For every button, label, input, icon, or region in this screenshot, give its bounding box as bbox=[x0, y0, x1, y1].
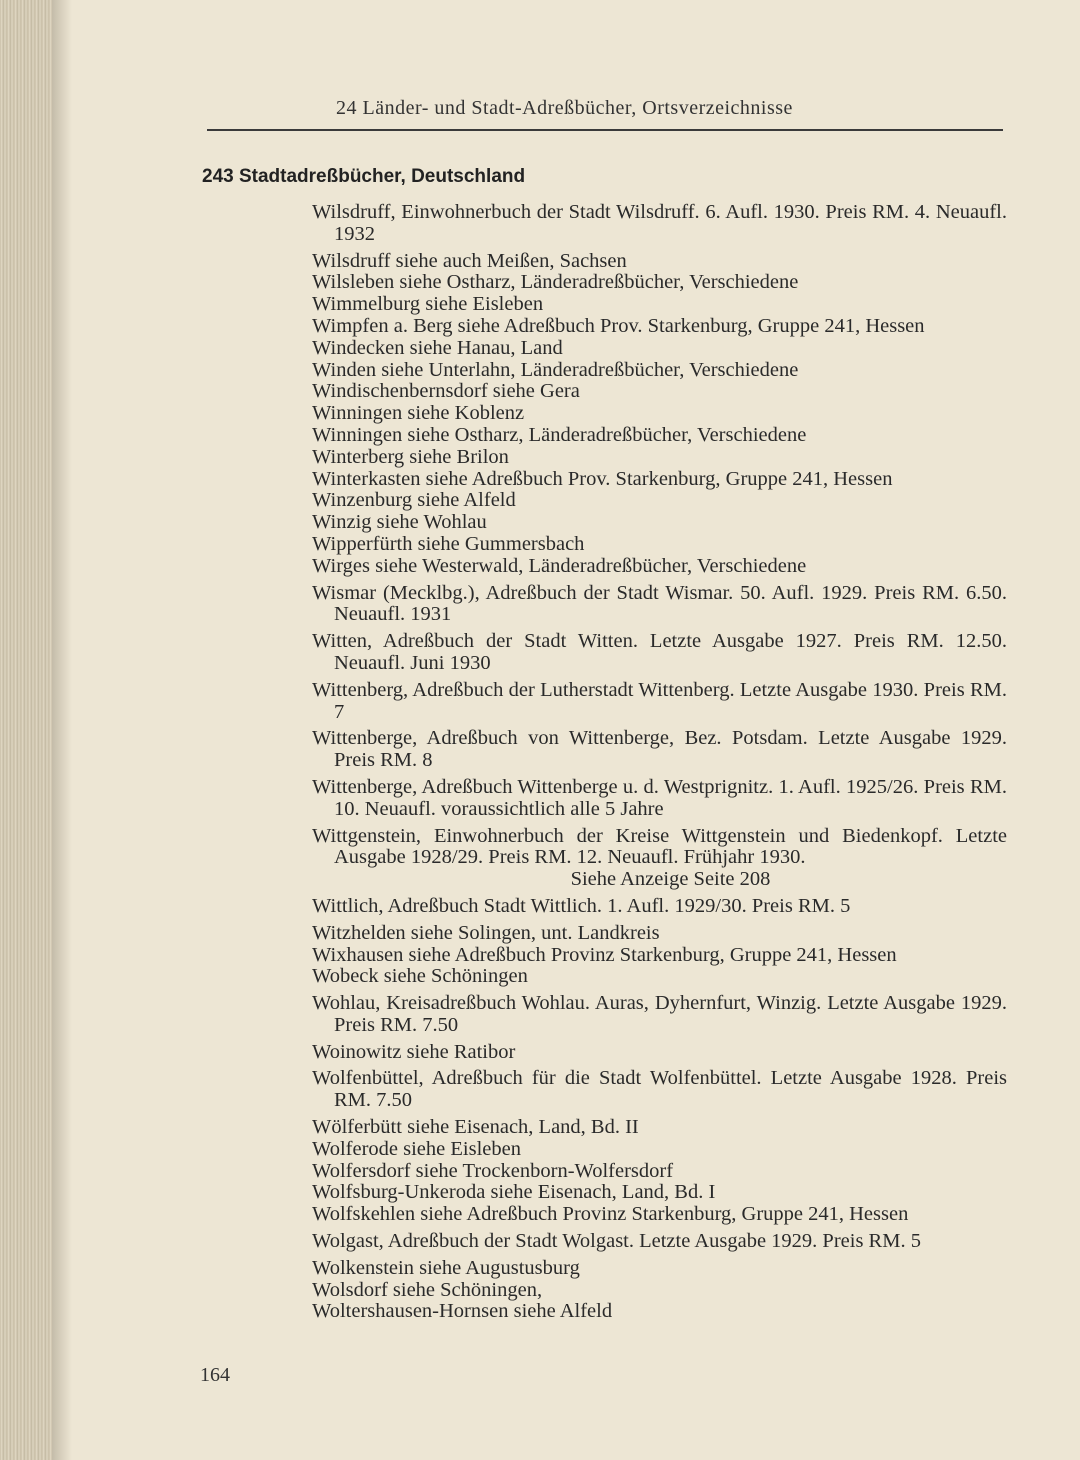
directory-entry bbox=[312, 826, 1007, 891]
directory-entry bbox=[312, 966, 1007, 988]
directory-entry bbox=[312, 316, 1007, 338]
entry-text: Wolfersdorf siehe Trockenborn-Wolfersdorf bbox=[312, 1159, 674, 1182]
entry-text: Wilsleben siehe Ostharz, Länderadreßbücher, Verschiedene bbox=[312, 271, 799, 294]
directory-entry bbox=[312, 777, 1007, 821]
directory-entry bbox=[312, 1231, 1007, 1253]
entry-text: Wipperfürth siehe Gummersbach bbox=[312, 532, 585, 555]
entry-text: Wimmelburg siehe Eisleben bbox=[312, 293, 544, 316]
directory-entry bbox=[312, 360, 1007, 382]
running-head: 24 Länder- und Stadt-Adreßbücher, Ortsverzeichnisse bbox=[336, 97, 793, 119]
directory-entry bbox=[312, 993, 1007, 1037]
header-rule bbox=[207, 129, 1003, 131]
directory-entry bbox=[312, 272, 1007, 294]
entry-text: Winningen siehe Koblenz bbox=[312, 402, 525, 425]
entry-text: Wirges siehe Westerwald, Länderadreßbücher, Verschiedene bbox=[312, 554, 807, 577]
directory-entry bbox=[312, 896, 1007, 918]
entry-text: Wilsdruff siehe auch Meißen, Sachsen bbox=[312, 249, 627, 272]
directory-entry bbox=[312, 923, 1007, 945]
directory-entry bbox=[312, 381, 1007, 403]
directory-entry bbox=[312, 403, 1007, 425]
entry-note: Siehe Anzeige Seite 208 bbox=[570, 868, 771, 891]
directory-entry bbox=[312, 1258, 1007, 1280]
entry-text: Wolfskehlen siehe Adreßbuch Provinz Starkenburg, Gruppe 241, Hessen bbox=[312, 1203, 909, 1226]
directory-entry bbox=[312, 294, 1007, 316]
directory-entry bbox=[312, 1068, 1007, 1112]
gutter-shadow bbox=[52, 0, 72, 1460]
directory-entry bbox=[312, 1301, 1007, 1323]
entry-text: Wolgast, Adreßbuch der Stadt Wolgast. Letzte Ausgabe 1929. Preis RM. 5 bbox=[312, 1230, 921, 1253]
entry-list bbox=[312, 202, 1007, 1323]
entry-text: Woltershausen-Hornsen siehe Alfeld bbox=[312, 1300, 613, 1323]
directory-entry bbox=[312, 583, 1007, 627]
entry-text: Wohlau, Kreisadreßbuch Wohlau. Auras, Dyhernfurt, Winzig. Letzte Ausgabe 1929. Preis RM. 7.50 bbox=[312, 992, 1007, 1036]
entry-text: Wilsdruff, Einwohnerbuch der Stadt Wilsdruff. 6. Aufl. 1930. Preis RM. 4. Neuaufl. 1932 bbox=[312, 201, 1007, 245]
entry-text: Witzhelden siehe Solingen, unt. Landkreis bbox=[312, 921, 660, 944]
entry-text: Wittenberge, Adreßbuch von Wittenberge, Bez. Potsdam. Letzte Ausgabe 1929. Preis RM. 8 bbox=[312, 727, 1007, 772]
section-heading: 243 Stadtadreßbücher, Deutschland bbox=[202, 166, 526, 187]
directory-entry bbox=[312, 728, 1007, 772]
directory-entry bbox=[312, 1042, 1007, 1064]
directory-entry bbox=[312, 1182, 1007, 1204]
page-number: 164 bbox=[200, 1364, 230, 1386]
entry-text: Wittlich, Adreßbuch Stadt Wittlich. 1. Aufl. 1929/30. Preis RM. 5 bbox=[312, 894, 851, 917]
directory-entry bbox=[312, 1117, 1007, 1139]
directory-entry bbox=[312, 447, 1007, 469]
directory-entry bbox=[312, 469, 1007, 491]
directory-entry bbox=[312, 534, 1007, 556]
directory-entry bbox=[312, 490, 1007, 512]
entry-text: Winden siehe Unterlahn, Länderadreßbücher, Verschiedene bbox=[312, 358, 799, 381]
entry-text: Winterkasten siehe Adreßbuch Prov. Starkenburg, Gruppe 241, Hessen bbox=[312, 467, 893, 490]
directory-entry bbox=[312, 512, 1007, 534]
entry-text: Wittgenstein, Einwohnerbuch der Kreise Wittgenstein und Biedenkopf. Letzte Ausgabe 1928/29. Preis RM. 12. Neuaufl. Frühjahr 1930. bbox=[312, 824, 1007, 869]
entry-text: Winzenburg siehe Alfeld bbox=[312, 489, 516, 512]
directory-entry bbox=[312, 1280, 1007, 1302]
directory-entry bbox=[312, 251, 1007, 273]
entry-text: Wittenberg, Adreßbuch der Lutherstadt Wittenberg. Letzte Ausgabe 1930. Preis RM. 7 bbox=[312, 678, 1007, 723]
entry-text: Wolfsburg-Unkeroda siehe Eisenach, Land, Bd. I bbox=[312, 1181, 716, 1204]
directory-entry bbox=[312, 1139, 1007, 1161]
entry-text: Windischenbernsdorf siehe Gera bbox=[312, 380, 580, 403]
entry-text: Wobeck siehe Schöningen bbox=[312, 965, 528, 988]
entry-text: Wolsdorf siehe Schöningen, bbox=[312, 1278, 543, 1301]
entry-text: Witten, Adreßbuch der Stadt Witten. Letzte Ausgabe 1927. Preis RM. 12.50. Neuaufl. Juni 1930 bbox=[312, 630, 1007, 674]
directory-entry bbox=[312, 1204, 1007, 1226]
entry-text: Windecken siehe Hanau, Land bbox=[312, 336, 563, 359]
entry-text: Wixhausen siehe Adreßbuch Provinz Starkenburg, Gruppe 241, Hessen bbox=[312, 943, 897, 966]
directory-entry bbox=[312, 202, 1007, 246]
entry-text: Wolfenbüttel, Adreßbuch für die Stadt Wolfenbüttel. Letzte Ausgabe 1928. Preis RM. 7.50 bbox=[312, 1067, 1007, 1112]
directory-entry bbox=[312, 680, 1007, 724]
entry-text: Winzig siehe Wohlau bbox=[312, 511, 487, 534]
entry-text: Wismar (Mecklbg.), Adreßbuch der Stadt Wismar. 50. Aufl. 1929. Preis RM. 6.50. Neuaufl. 1931 bbox=[312, 581, 1007, 626]
directory-entry bbox=[312, 425, 1007, 447]
entry-text: Wittenberge, Adreßbuch Wittenberge u. d. Westprignitz. 1. Aufl. 1925/26. Preis RM. 10. Neuaufl. voraussichtlich alle 5 Jahre bbox=[312, 775, 1007, 820]
entry-text: Wölferbütt siehe Eisenach, Land, Bd. II bbox=[312, 1116, 639, 1139]
directory-entry bbox=[312, 945, 1007, 967]
directory-entry bbox=[312, 631, 1007, 675]
directory-entry bbox=[312, 1161, 1007, 1183]
entry-text: Wimpfen a. Berg siehe Adreßbuch Prov. Starkenburg, Gruppe 241, Hessen bbox=[312, 314, 925, 337]
entry-text: Winningen siehe Ostharz, Länderadreßbücher, Verschiedene bbox=[312, 423, 807, 446]
book-page-edge bbox=[0, 0, 52, 1460]
entry-text: Woinowitz siehe Ratibor bbox=[312, 1040, 516, 1063]
directory-entry bbox=[312, 556, 1007, 578]
entry-text: Wolkenstein siehe Augustusburg bbox=[312, 1256, 580, 1279]
entry-text: Wolferode siehe Eisleben bbox=[312, 1137, 521, 1160]
directory-entry bbox=[312, 338, 1007, 360]
entry-text: Winterberg siehe Brilon bbox=[312, 445, 509, 468]
